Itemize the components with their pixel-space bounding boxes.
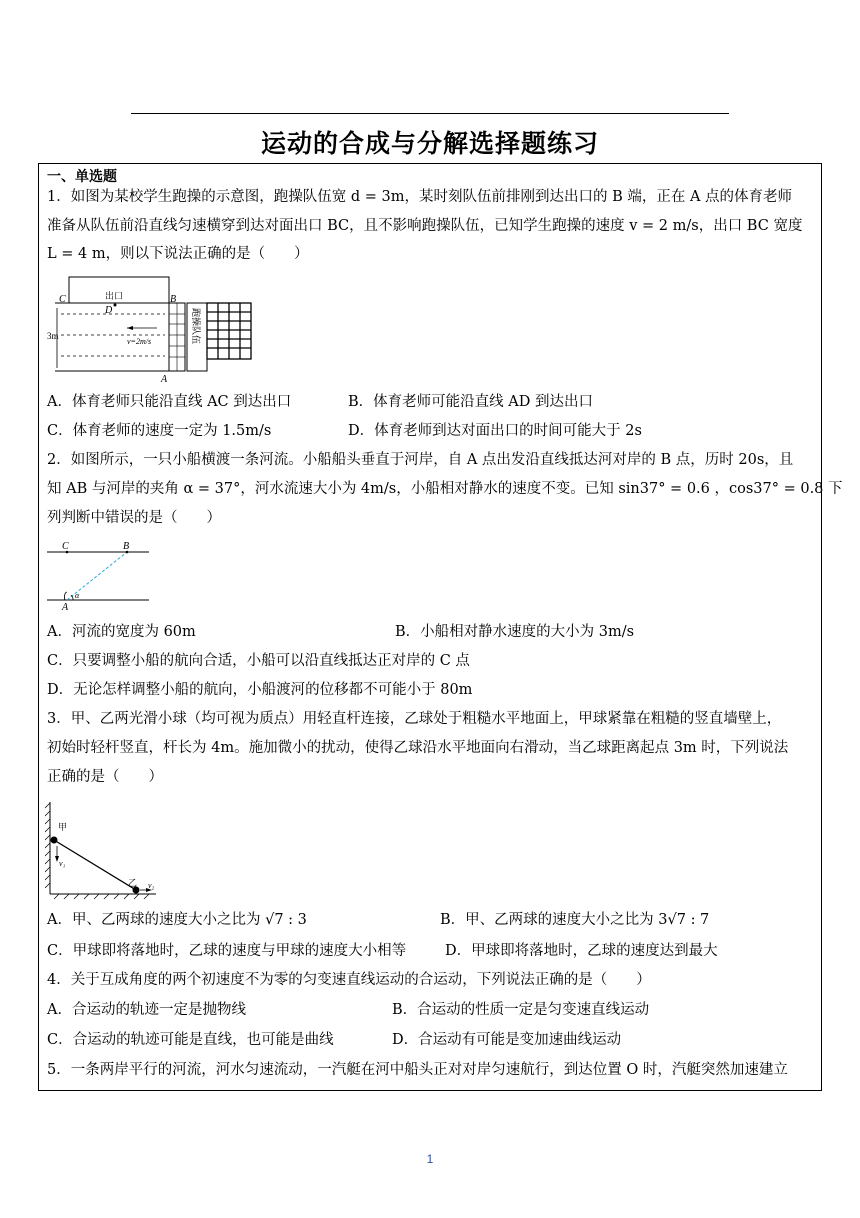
- q2-option-c: C．只要调整小船的航向合适，小船可以沿直线抵达正对岸的 C 点: [47, 653, 470, 669]
- q4-option-c: C．合运动的轨迹可能是直线，也可能是曲线: [47, 1032, 334, 1048]
- q3-option-c: C．甲球即将落地时，乙球的速度与甲球的速度大小相等: [47, 943, 407, 959]
- q3-option-b: B．甲、乙两球的速度大小之比为 3√7 : 7: [440, 912, 710, 928]
- q2-line1: 2．如图所示，一只小船横渡一条河流。小船船头垂直于河岸，自 A 点出发沿直线抵达河对岸的 B 点，历时 20s，且: [47, 452, 794, 468]
- q4-line1: 4．关于互成角度的两个初速度不为零的匀变速直线运动的合运动，下列说法正确的是（ ）: [47, 972, 651, 988]
- label-a: A: [62, 602, 69, 612]
- q1-figure: [47, 276, 257, 384]
- label-velocity: v=2m/s: [127, 337, 152, 346]
- label-b: B: [123, 541, 130, 552]
- q1-option-a: A．体育老师只能沿直线 AC 到达出口: [47, 394, 292, 410]
- q3-figure: [44, 800, 162, 900]
- q1-option-b: B．体育老师可能沿直线 AD 到达出口: [348, 394, 593, 410]
- q2-figure: [47, 540, 153, 612]
- section-heading: 一、单选题: [47, 169, 117, 185]
- label-c: C: [62, 541, 69, 552]
- q4-option-a: A．合运动的轨迹一定是抛物线: [47, 1002, 246, 1018]
- q3-option-d: D．甲球即将落地时，乙球的速度达到最大: [445, 943, 718, 959]
- label-jia: 甲: [58, 823, 68, 833]
- q1-line3: L = 4 m，则以下说法正确的是（ ）: [47, 246, 309, 262]
- q1-line2: 准备从队伍前沿直线匀速横穿到达对面出口 BC，且不影响跑操队伍，已知学生跑操的速度 v = 2 m/s，出口 BC 宽度: [47, 218, 803, 234]
- label-v1: v₁: [59, 859, 66, 868]
- q3-line3: 正确的是（ ）: [47, 769, 163, 785]
- label-team: 跑操队伍: [190, 308, 200, 345]
- q4-option-d: D．合运动有可能是变加速曲线运动: [392, 1032, 622, 1048]
- q2-option-a: A．河流的宽度为 60m: [47, 624, 196, 640]
- label-b: B: [170, 294, 177, 305]
- label-c: C: [59, 294, 66, 305]
- q3-line2: 初始时轻杆竖直，杆长为 4m。施加微小的扰动，使得乙球沿水平地面向右滑动，当乙球距离起点 3m 时，下列说法: [47, 740, 789, 756]
- q3-option-a: A．甲、乙两球的速度大小之比为 √7 : 3: [47, 912, 307, 928]
- page-number: 1: [426, 1152, 434, 1166]
- header-rule: [131, 113, 729, 114]
- q1-line1: 1．如图为某校学生跑操的示意图，跑操队伍宽 d = 3m，某时刻队伍前排刚到达出口的 B 端，正在 A 点的体育老师: [47, 189, 793, 205]
- q2-line2: 知 AB 与河岸的夹角 α = 37°，河水流速大小为 4m/s，小船相对静水的速度不变。已知 sin37° = 0.6 ，cos37° = 0.8 下: [47, 481, 843, 497]
- label-exit: 出口: [105, 292, 124, 302]
- q2-option-b: B．小船相对静水速度的大小为 3m/s: [395, 624, 635, 640]
- q1-option-c: C．体育老师的速度一定为 1.5m/s: [47, 423, 272, 439]
- q1-option-d: D．体育老师到达对面出口的时间可能大于 2s: [348, 423, 642, 439]
- q4-option-b: B．合运动的性质一定是匀变速直线运动: [392, 1002, 650, 1018]
- label-d: D: [105, 305, 113, 316]
- q5-line1: 5．一条两岸平行的河流，河水匀速流动，一汽艇在河中船头正对对岸匀速航行，到达位置 O 时，汽艇突然加速建立: [47, 1062, 788, 1078]
- label-alpha: α: [75, 591, 80, 600]
- label-width: 3m: [47, 331, 59, 341]
- q3-line1: 3．甲、乙两光滑小球（均可视为质点）用轻直杆连接，乙球处于粗糙水平地面上，甲球紧靠在粗糙的竖直墙壁上，: [47, 711, 782, 727]
- label-yi: 乙: [128, 879, 138, 889]
- q2-line3: 列判断中错误的是（ ）: [47, 510, 221, 526]
- label-v2: v₂: [148, 881, 155, 890]
- q2-option-d: D．无论怎样调整小船的航向，小船渡河的位移都不可能小于 80m: [47, 682, 473, 698]
- page-title: 运动的合成与分解选择题练习: [260, 129, 599, 158]
- label-a: A: [161, 374, 168, 384]
